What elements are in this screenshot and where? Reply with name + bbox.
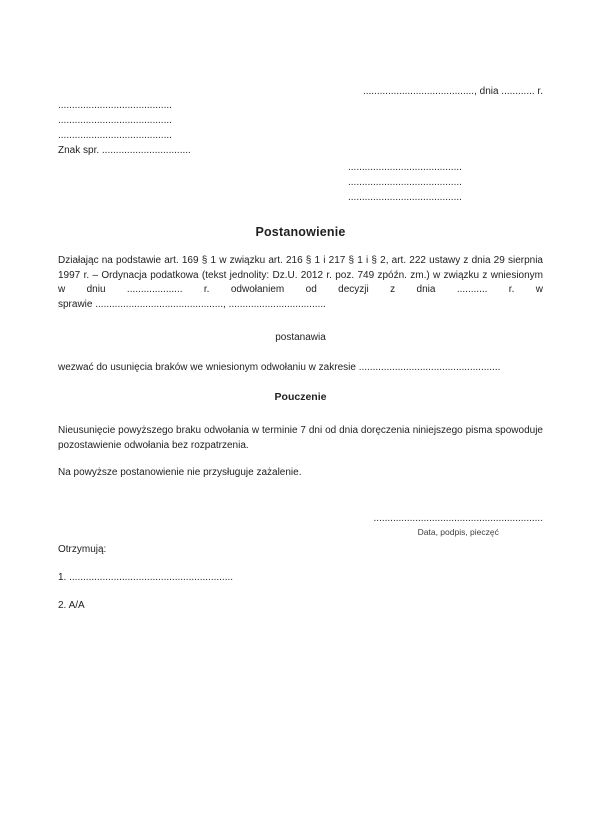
recipient-item-1: 1. ........................................................... bbox=[58, 572, 234, 583]
recipient-block bbox=[348, 160, 462, 205]
document-title: Postanowienie bbox=[255, 225, 346, 239]
legal-basis-line: sprawie .............................................., ................................... bbox=[58, 298, 326, 310]
recipients-heading: Otrzymują: bbox=[58, 544, 107, 555]
no-appeal-note: Na powyższe postanowienie nie przysługuje zażalenie. bbox=[58, 467, 302, 478]
instruction-line: Nieusunięcie powyższego braku odwołania w terminie 7 dni od dnia doręczenia niniejszego pisma spowoduje bbox=[58, 425, 543, 436]
instruction-paragraph bbox=[58, 424, 543, 453]
signature-block bbox=[374, 511, 543, 539]
recipient-line: ......................................... bbox=[348, 192, 462, 203]
recipient-line: ......................................... bbox=[348, 162, 462, 173]
legal-basis-line: Działając na podstawie art. 169 § 1 w związku art. 216 § 1 i 217 § 1 i § 2, art. 222 ustawy z dnia 29 sierpnia bbox=[58, 255, 543, 266]
instruction-line: pozostawienie odwołania bez rozpatrzenia. bbox=[58, 439, 249, 451]
legal-basis-paragraph bbox=[58, 254, 543, 312]
sender-line: ......................................... bbox=[58, 100, 172, 111]
recipient-line: ......................................... bbox=[348, 177, 462, 188]
legal-basis-line: 1997 r. – Ordynacja podatkowa (tekst jednolity: Dz.U. 2012 r. poz. 749 zpóźn. zm.) w związku z wniesionym bbox=[58, 269, 543, 281]
recipient-item-2: 2. A/A bbox=[58, 600, 85, 611]
sender-line: ......................................... bbox=[58, 130, 172, 141]
case-reference-line: Znak spr. ................................ bbox=[58, 145, 191, 156]
legal-basis-line: w dniu .................... r. odwołaniem od decyzji z dnia ........... r. w bbox=[58, 284, 543, 296]
decision-word: postanawia bbox=[275, 332, 326, 343]
instruction-heading: Pouczenie bbox=[274, 391, 327, 403]
signature-dots-line: ............................................................. bbox=[373, 513, 543, 524]
summons-line: wezwać do usunięcia braków we wniesionym odwołaniu w zakresie ................................................... bbox=[58, 362, 501, 373]
sender-line: ......................................... bbox=[58, 115, 172, 126]
date-line: ........................................, dnia ............ r. bbox=[362, 86, 543, 97]
signature-caption: Data, podpis, pieczęć bbox=[417, 527, 499, 537]
sender-block bbox=[58, 98, 172, 143]
